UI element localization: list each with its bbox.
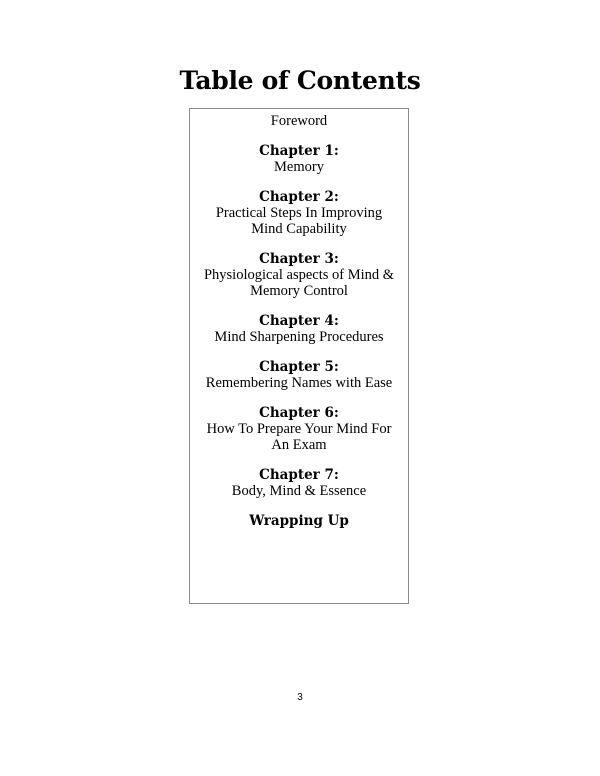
chapter-title: Memory [274, 159, 324, 175]
toc-entry-chapter-6 [190, 405, 408, 453]
chapter-heading: Chapter 1: [259, 143, 339, 159]
toc-entry-chapter-4 [190, 313, 408, 345]
toc-wrapping-up: Wrapping Up [249, 513, 349, 529]
chapter-heading: Chapter 2: [259, 189, 339, 205]
toc-entry-chapter-3 [190, 251, 408, 299]
chapter-title: Physiological aspects of Mind & Memory Control [203, 267, 395, 299]
chapter-heading: Chapter 5: [259, 359, 339, 375]
toc-box [189, 108, 409, 604]
chapter-title: Remembering Names with Ease [205, 375, 393, 391]
toc-entry-chapter-5 [190, 359, 408, 391]
chapter-heading: Chapter 3: [259, 251, 339, 267]
page-number: 3 [297, 692, 303, 703]
toc-entry-chapter-1 [190, 143, 408, 175]
chapter-heading: Chapter 7: [259, 467, 339, 483]
toc-foreword: Foreword [270, 113, 328, 129]
page-title: Table of Contents [179, 66, 421, 95]
chapter-title: How To Prepare Your Mind For An Exam [206, 421, 392, 453]
chapter-title: Practical Steps In Improving Mind Capability [215, 205, 383, 237]
chapter-title: Body, Mind & Essence [231, 483, 367, 499]
chapter-title: Mind Sharpening Procedures [214, 329, 384, 345]
toc-entry-chapter-2 [190, 189, 408, 237]
chapter-heading: Chapter 4: [259, 313, 339, 329]
toc-entry-chapter-7 [190, 467, 408, 499]
chapter-heading: Chapter 6: [259, 405, 339, 421]
